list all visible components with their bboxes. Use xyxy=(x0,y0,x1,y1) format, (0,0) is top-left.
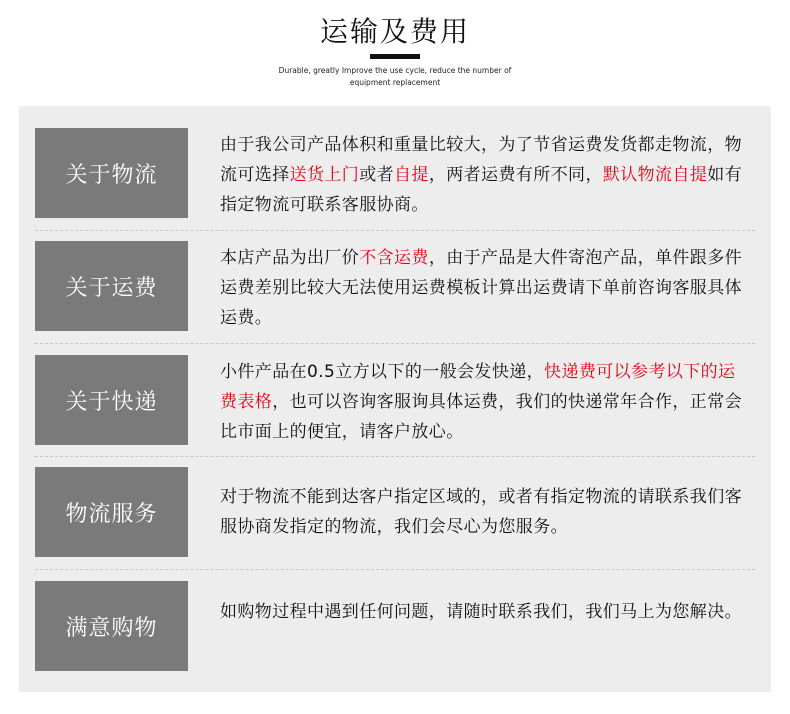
divider xyxy=(35,456,755,457)
page-title: 运输及费用 xyxy=(319,15,470,48)
body-text: 如购物过程中遇到任何问题，请随时联系我们，我们马上为您解决。 xyxy=(220,602,742,622)
section-text xyxy=(220,243,752,333)
section-row-satisfaction xyxy=(19,581,771,671)
highlighted-text: 默认物流自提 xyxy=(602,165,708,185)
subtitle-line-2: equipment replacement xyxy=(349,78,441,87)
section-row-logistics xyxy=(19,128,771,218)
body-text: 对于物流不能到达客户指定区域的，或者有指定物流的请联系我们客服协商发指定的物流，我们会尽心为您服务。 xyxy=(220,487,742,537)
body-text: ，也可以咨询客服询具体运费，我们的快递常年合作，正常会比市面上的便宜，请客户放心。 xyxy=(220,392,743,442)
body-text: 如有指定物流可联系客服协商。 xyxy=(220,165,743,215)
highlighted-text: 送货上门 xyxy=(289,165,360,185)
body-text: 本店产品为出厂价 xyxy=(220,248,360,268)
section-text xyxy=(220,597,752,627)
page-header xyxy=(0,0,790,106)
body-text: ，两者运费有所不同， xyxy=(428,165,603,185)
divider xyxy=(35,569,755,570)
body-text: 小件产品在0.5立方以下的一般会发快递， xyxy=(220,362,545,382)
section-row-logistics-service xyxy=(19,467,771,557)
page-subtitle xyxy=(0,65,790,89)
divider xyxy=(35,230,755,231)
subtitle-line-1: Durable, greatly Improve the use cycle, reduce the number of xyxy=(278,66,512,75)
highlighted-text: 快递费可以参考以下的运费表格 xyxy=(220,362,736,412)
section-label: 关于物流 xyxy=(35,128,188,218)
title-underline xyxy=(370,54,420,59)
section-label: 物流服务 xyxy=(35,467,188,557)
section-text xyxy=(220,482,752,542)
divider xyxy=(35,343,755,344)
body-text: ，由于产品是大件寄泡产品，单件跟多件运费差别比较大无法使用运费模板计算出运费请下单前咨询客服具体运费。 xyxy=(220,248,743,328)
section-label: 关于快递 xyxy=(35,355,188,445)
info-panel xyxy=(19,106,771,692)
highlighted-text: 不含运费 xyxy=(359,248,429,268)
section-text xyxy=(220,130,752,220)
highlighted-text: 自提 xyxy=(394,165,429,185)
section-label: 满意购物 xyxy=(35,581,188,671)
body-text: 或者 xyxy=(359,165,395,185)
section-row-express xyxy=(19,355,771,445)
section-row-shipping-fee xyxy=(19,241,771,331)
section-text xyxy=(220,357,752,447)
section-label: 关于运费 xyxy=(35,241,188,331)
body-text: 由于我公司产品体积和重量比较大，为了节省运费发货都走物流，物流可选择 xyxy=(220,135,742,185)
